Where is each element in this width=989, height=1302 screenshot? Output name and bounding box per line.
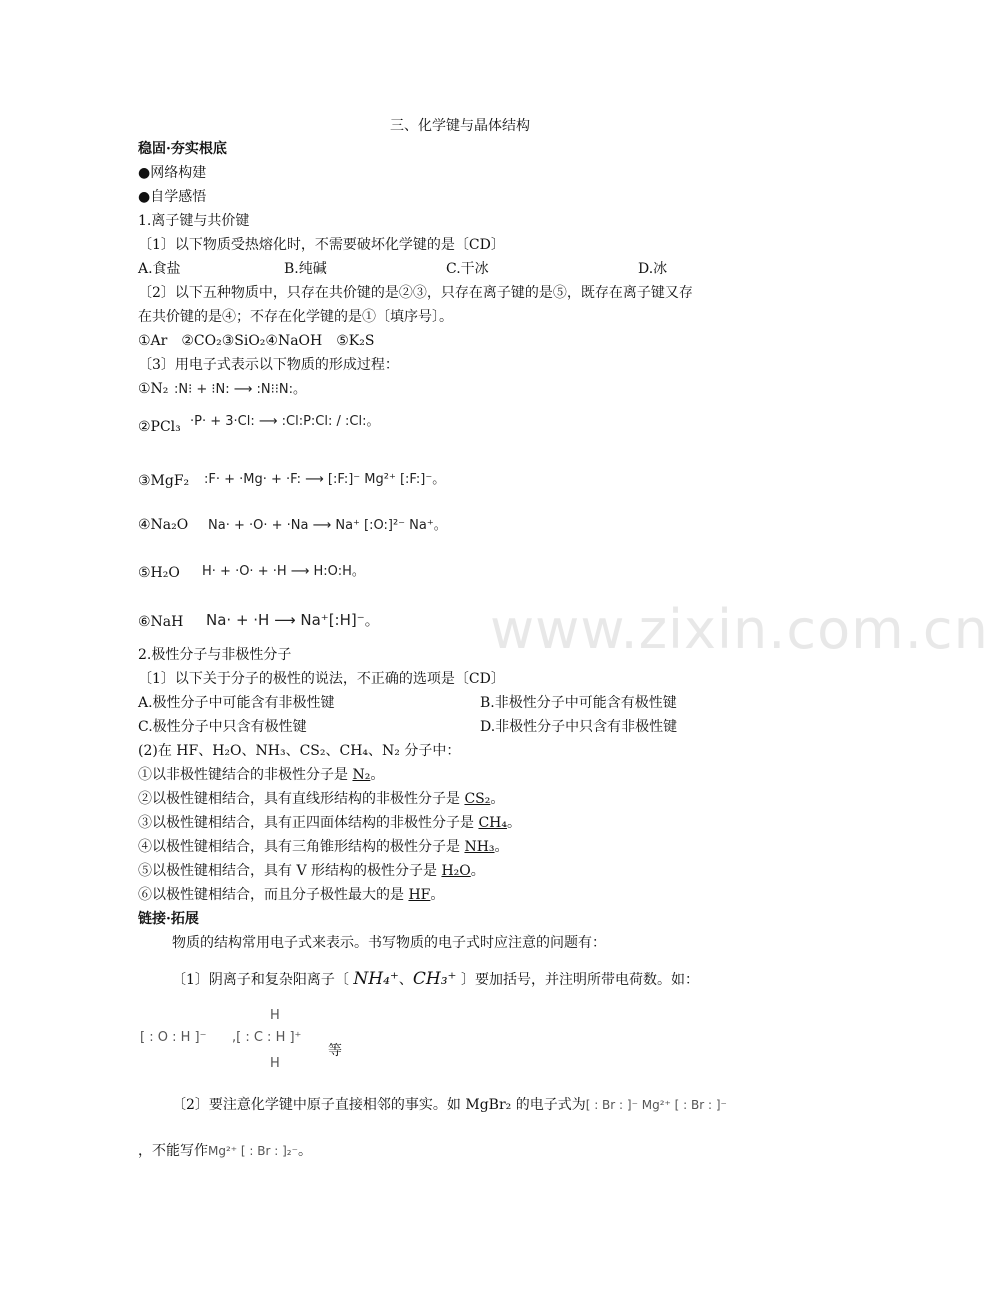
example-hydroxide: [ : O : H ]⁻ [140,1030,207,1045]
option-a: A.食盐 [138,261,181,277]
question-2-2: (2)在 HF、H₂O、NH₃、CS₂、CH₄、N₂ 分子中： [138,743,461,759]
electron-formula-h2o: H· + ·O· + ·H ⟶ H:O:H。 [202,564,365,579]
process-label-h2o: ⑤H₂O [138,565,180,581]
answer-2: CS₂ [464,791,491,807]
bullet-self-study: ●自学感悟 [138,189,207,205]
substance-list: ①Ar ②CO₂③SiO₂④NaOH ⑤K₂S [138,333,375,349]
example-methyl-cation: ,[ : C : H ]⁺ [232,1030,302,1045]
extension-note-3: ，不能写作Mg²⁺ [ : Br : ]₂⁻。 [138,1143,312,1159]
option-2a: A.极性分子中可能含有非极性键 [138,695,335,711]
ion-nh4: NH₄⁺ [353,969,399,989]
answer-item-6: ⑥以极性键相结合，而且分子极性最大的是 HF。 [138,887,445,903]
extension-note-2: 〔2〕要注意化学键中原子直接相邻的事实。如 MgBr₂ 的电子式为[ : Br : ]⁻ Mg²⁺ [ : Br : ]⁻ [172,1097,727,1113]
mgbr2-correct-formula: [ : Br : ]⁻ Mg²⁺ [ : Br : ]⁻ [585,1098,727,1112]
electron-formula-pcl3: ·P· + 3·Cl: ⟶ :Cl:P:Cl: / :Cl:。 [190,414,380,429]
option-b: B.纯碱 [284,261,327,277]
extension-intro: 物质的结构常用电子式来表示。书写物质的电子式时应注意的问题有： [172,935,606,951]
question-1-3: 〔3〕用电子式表示以下物质的形成过程： [138,357,399,373]
option-2b: B.非极性分子中可能含有极性键 [480,695,677,711]
etc-text: 等 [328,1043,342,1059]
watermark: www.zixin.com.cn [490,598,989,661]
answer-item-5: ⑤以极性键相结合，具有 V 形结构的极性分子是 H₂O。 [138,863,485,879]
electron-formula-na2o: Na· + ·O· + ·Na ⟶ Na⁺ [:O:]²⁻ Na⁺。 [208,518,447,533]
answer-item-2: ②以极性键相结合，具有直线形结构的非极性分子是 CS₂。 [138,791,505,807]
extension-note-1: 〔1〕阴离子和复杂阳离子〔 NH₄⁺、CH₃⁺ 〕要加括号，并注明所带电荷数。如： [172,969,699,989]
methyl-h-bottom: H [270,1056,280,1071]
answer-item-3: ③以极性键相结合，具有正四面体结构的非极性分子是 CH₄。 [138,815,521,831]
option-d: D.冰 [638,261,668,277]
option-2d: D.非极性分子中只含有非极性键 [480,719,678,735]
answer-6: HF [408,887,431,903]
page-title: 三、化学键与晶体结构 [390,118,530,134]
section-heading-consolidate: 稳固·夯实根底 [138,141,227,157]
process-label-pcl3: ②PCl₃ [138,419,181,435]
process-label-nah: ⑥NaH [138,614,184,630]
process-label-na2o: ④Na₂O [138,517,189,533]
question-2-1: 〔1〕以下关于分子的极性的说法，不正确的选项是〔CD〕 [138,671,505,687]
electron-formula-mgf2: :F· + ·Mg· + ·F: ⟶ [:F:]⁻ Mg²⁺ [:F:]⁻。 [204,472,446,487]
option-2c: C.极性分子中只含有极性键 [138,719,307,735]
answer-4: NH₃ [464,839,495,855]
heading-polar-molecules: 2.极性分子与非极性分子 [138,647,292,663]
electron-formula-n2: :N⁝ + ⁝N: ⟶ :N⁝⁝N:。 [174,382,307,397]
electron-formula-nah: Na· + ·H ⟶ Na⁺[:H]⁻。 [206,611,380,629]
ion-ch3: CH₃⁺ [412,969,457,989]
methyl-h-top: H [270,1008,280,1023]
option-c: C.干冰 [446,261,489,277]
bullet-network: ●网络构建 [138,165,207,181]
question-1-2-line1: 〔2〕以下五种物质中，只存在共价键的是②③，只存在离子键的是⑤，既存在离子键又存 [138,285,693,301]
answer-5: H₂O [441,863,471,879]
answer-item-4: ④以极性键相结合，具有三角锥形结构的极性分子是 NH₃。 [138,839,509,855]
process-label-n2: ①N₂ [138,381,169,397]
answer-item-1: ①以非极性键结合的非极性分子是 N₂。 [138,767,385,783]
heading-ionic-covalent: 1.离子键与共价键 [138,213,250,229]
answer-1: N₂ [352,767,371,783]
process-label-mgf2: ③MgF₂ [138,473,190,489]
question-1-2-line2: 在共价键的是④；不存在化学键的是①〔填序号〕。 [138,309,453,325]
answer-3: CH₄ [478,815,507,831]
mgbr2-wrong-formula: Mg²⁺ [ : Br : ]₂⁻ [208,1144,298,1158]
question-1-1: 〔1〕以下物质受热熔化时，不需要破坏化学键的是〔CD〕 [138,237,505,253]
section-heading-extension: 链接·拓展 [138,911,199,927]
